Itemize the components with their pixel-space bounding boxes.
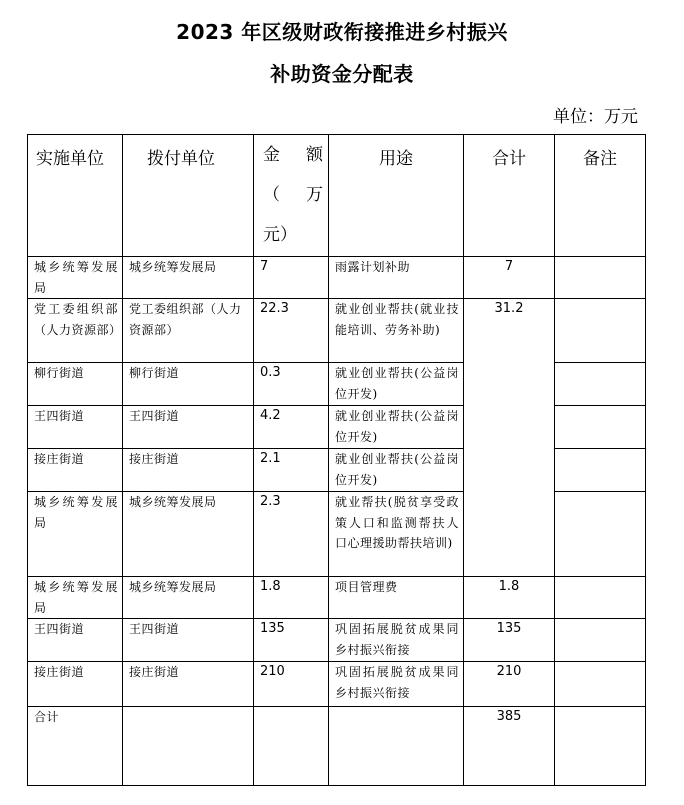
cell-implementer: 接庄街道 <box>28 449 123 492</box>
cell-purpose: 就业创业帮扶(就业技能培训、劳务补助) <box>329 299 464 363</box>
cell-payer: 王四街道 <box>123 619 254 662</box>
table-row <box>28 619 646 662</box>
cell-implementer: 城乡统筹发展局 <box>28 257 123 299</box>
header-purpose: 用途 <box>329 135 464 257</box>
cell-implementer: 接庄街道 <box>28 662 123 707</box>
cell-purpose: 雨露计划补助 <box>329 257 464 299</box>
header-remarks: 备注 <box>555 135 646 257</box>
cell-total: 135 <box>464 619 555 662</box>
cell-remarks <box>555 406 646 449</box>
document-title-line-1: 2023 年区级财政衔接推进乡村振兴 <box>176 20 508 44</box>
cell-amount: 0.3 <box>254 363 329 406</box>
cell-implementer: 王四街道 <box>28 406 123 449</box>
cell-remarks <box>555 363 646 406</box>
cell-implementer: 党工委组织部（人力资源部） <box>28 299 123 363</box>
cell-payer: 王四街道 <box>123 406 254 449</box>
header-amount-line-1: 金 额 <box>263 145 323 165</box>
cell-remarks <box>555 257 646 299</box>
cell-amount: 2.1 <box>254 449 329 492</box>
cell-purpose: 就业创业帮扶(公益岗位开发) <box>329 363 464 406</box>
cell-remarks <box>555 299 646 363</box>
cell-remarks <box>555 449 646 492</box>
cell-remarks <box>555 492 646 577</box>
cell-purpose: 就业创业帮扶(公益岗位开发) <box>329 449 464 492</box>
cell-purpose: 项目管理费 <box>329 577 464 619</box>
cell-total: 210 <box>464 662 555 707</box>
table-row <box>28 299 646 363</box>
cell-amount: 1.8 <box>254 577 329 619</box>
cell-amount: 4.2 <box>254 406 329 449</box>
cell-implementer: 王四街道 <box>28 619 123 662</box>
cell-implementer: 城乡统筹发展局 <box>28 492 123 577</box>
table-row <box>28 257 646 299</box>
cell-remarks <box>555 577 646 619</box>
table-row <box>28 662 646 707</box>
cell-empty <box>329 707 464 786</box>
cell-purpose: 就业创业帮扶(公益岗位开发) <box>329 406 464 449</box>
table-row <box>28 577 646 619</box>
cell-purpose: 就业帮扶(脱贫享受政策人口和监测帮扶人口心理援助帮扶培训) <box>329 492 464 577</box>
sum-total: 385 <box>464 707 555 786</box>
cell-implementer: 柳行街道 <box>28 363 123 406</box>
cell-amount: 210 <box>254 662 329 707</box>
cell-remarks <box>555 619 646 662</box>
unit-label: 单位：万元 <box>553 107 638 127</box>
header-amount-line-3: 元） <box>263 225 297 245</box>
cell-payer: 城乡统筹发展局 <box>123 577 254 619</box>
cell-implementer: 城乡统筹发展局 <box>28 577 123 619</box>
cell-purpose: 巩固拓展脱贫成果同乡村振兴衔接 <box>329 619 464 662</box>
cell-total: 1.8 <box>464 577 555 619</box>
cell-purpose: 巩固拓展脱贫成果同乡村振兴衔接 <box>329 662 464 707</box>
cell-payer: 城乡统筹发展局 <box>123 492 254 577</box>
cell-amount: 135 <box>254 619 329 662</box>
header-implementer: 实施单位 <box>28 135 123 257</box>
cell-total-merged: 31.2 <box>464 299 555 577</box>
cell-payer: 柳行街道 <box>123 363 254 406</box>
header-amount-line-2: （ 万 <box>263 185 323 205</box>
document-title-line-2: 补助资金分配表 <box>270 62 414 86</box>
header-payer: 拨付单位 <box>123 135 254 257</box>
header-row <box>28 135 646 257</box>
cell-amount: 7 <box>254 257 329 299</box>
cell-total: 7 <box>464 257 555 299</box>
cell-payer: 接庄街道 <box>123 449 254 492</box>
cell-amount: 22.3 <box>254 299 329 363</box>
cell-payer: 党工委组织部（人力资源部） <box>123 299 254 363</box>
header-total: 合计 <box>464 135 555 257</box>
sum-row <box>28 707 646 786</box>
cell-empty <box>555 707 646 786</box>
cell-amount: 2.3 <box>254 492 329 577</box>
header-amount <box>254 135 329 257</box>
cell-payer: 城乡统筹发展局 <box>123 257 254 299</box>
cell-empty <box>123 707 254 786</box>
cell-empty <box>254 707 329 786</box>
allocation-table <box>27 134 646 786</box>
cell-remarks <box>555 662 646 707</box>
cell-payer: 接庄街道 <box>123 662 254 707</box>
sum-label: 合计 <box>28 707 123 786</box>
